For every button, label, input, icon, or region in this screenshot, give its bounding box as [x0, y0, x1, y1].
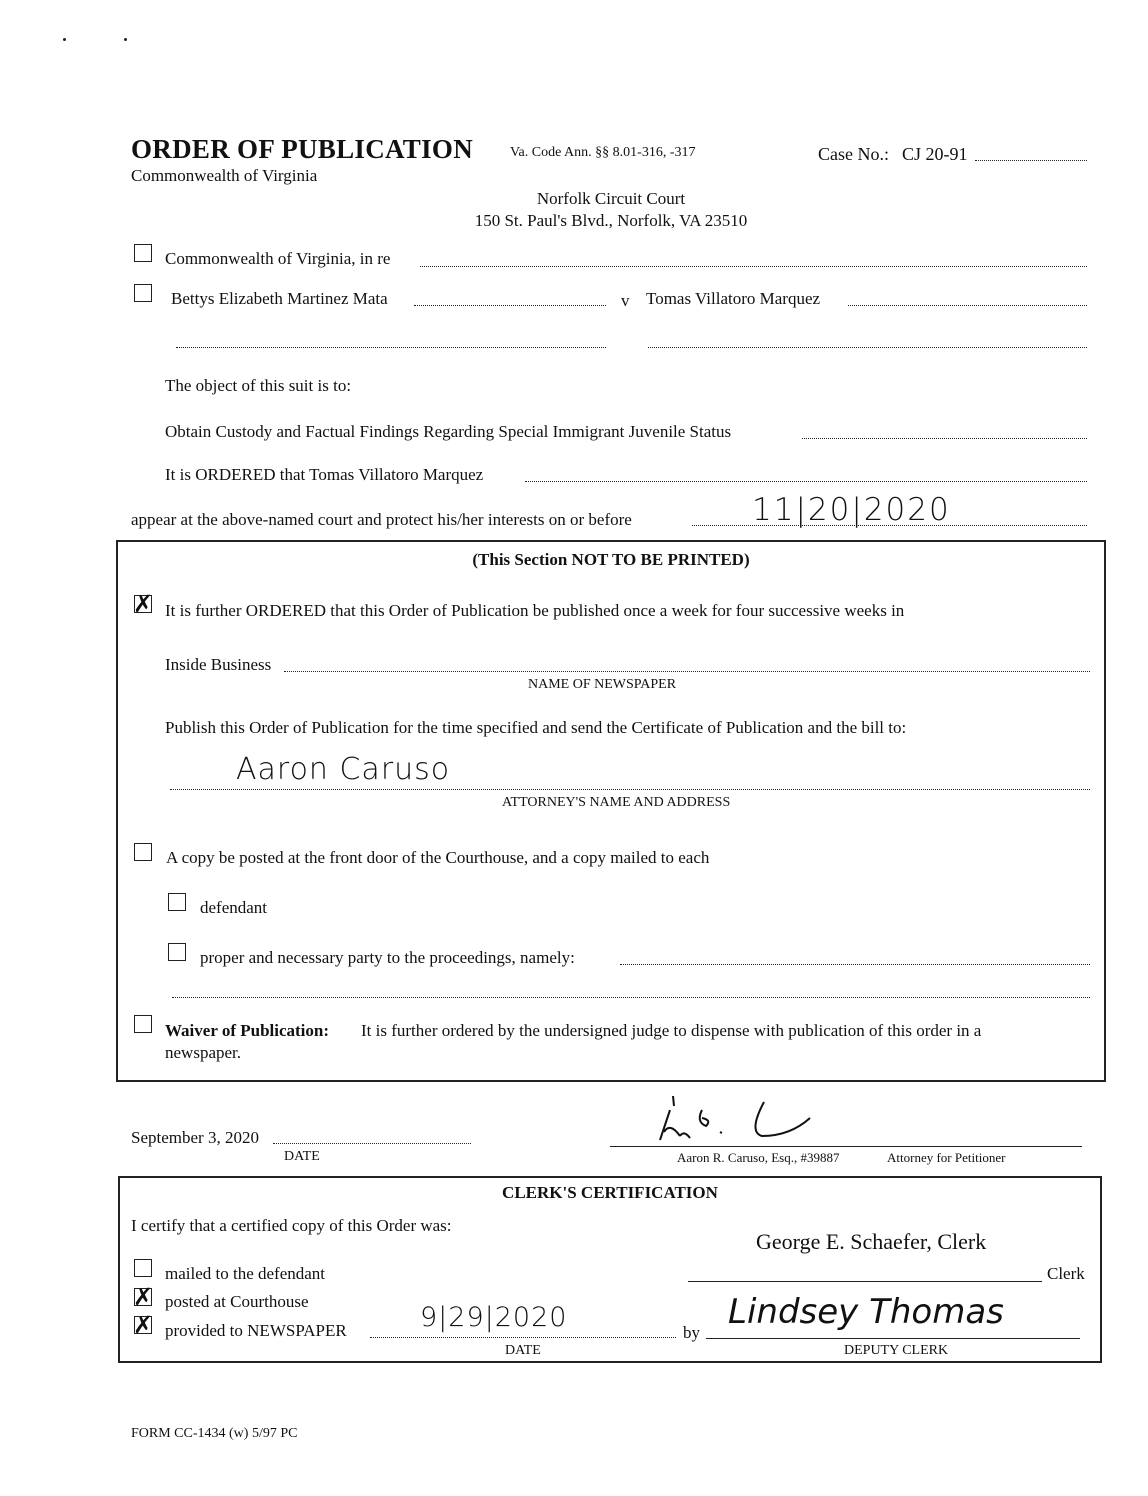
newspaper-caption: NAME OF NEWSPAPER — [528, 677, 677, 692]
checked-x-icon: ✗ — [133, 1311, 154, 1339]
scan-mark — [63, 38, 66, 41]
waiver-label: Waiver of Publication: — [165, 1021, 330, 1040]
appear-date-handwritten: 11|20|2020 — [752, 492, 951, 528]
signing-date: September 3, 2020 — [131, 1128, 259, 1147]
suit-object: Obtain Custody and Factual Findings Regarding Special Immigrant Juvenile Status — [165, 422, 732, 441]
attorney-line — [170, 789, 1090, 790]
blank-line-left — [176, 347, 606, 348]
case-number-line — [975, 160, 1087, 161]
provided-date-caption: DATE — [505, 1343, 541, 1358]
mailed-option: mailed to the defendant — [165, 1264, 326, 1283]
party-option: proper and necessary party to the proceedings, namely: — [200, 948, 575, 967]
appear-text: appear at the above-named court and protect his/her interests on or before — [131, 510, 632, 529]
party-checkbox[interactable] — [168, 943, 186, 961]
party-line — [620, 964, 1090, 965]
plaintiff-line — [414, 305, 606, 306]
posted-checkbox[interactable] — [133, 1283, 154, 1311]
defendant-name: Tomas Villatoro Marquez — [646, 289, 821, 308]
waiver-text-2: newspaper. — [165, 1043, 242, 1062]
certify-text: I certify that a certified copy of this Order was: — [131, 1216, 452, 1235]
deputy-caption: DEPUTY CLERK — [844, 1343, 949, 1358]
clerk-name-line — [688, 1281, 1042, 1282]
parties-checkbox[interactable] — [134, 284, 152, 302]
court-name: Norfolk Circuit Court — [536, 189, 686, 208]
by-label: by — [683, 1323, 700, 1342]
form-number: FORM CC-1434 (w) 5/97 PC — [131, 1426, 298, 1441]
waiver-checkbox[interactable] — [134, 1015, 152, 1033]
ordered-line — [525, 481, 1087, 482]
attorney-role: Attorney for Petitioner — [887, 1150, 1006, 1165]
blank-line-right — [648, 347, 1087, 348]
in-re-checkbox[interactable] — [134, 244, 152, 262]
in-re-label: Commonwealth of Virginia, in re — [165, 249, 391, 268]
checked-x-icon: ✗ — [133, 1283, 154, 1311]
clerk-name: George E. Schaefer, Clerk — [756, 1229, 987, 1254]
clerk-heading: CLERK'S CERTIFICATION — [502, 1183, 718, 1202]
party-line-2 — [172, 997, 1090, 998]
deputy-signature: Lindsey Thomas — [728, 1292, 1004, 1332]
ordered-text: It is ORDERED that Tomas Villatoro Marquez — [165, 465, 484, 484]
court-address: 150 St. Paul's Blvd., Norfolk, VA 23510 — [474, 211, 748, 230]
case-label: Case No.: — [818, 144, 889, 164]
suit-object-line — [802, 438, 1087, 439]
checked-x-icon: ✗ — [133, 590, 154, 618]
publish-checkbox[interactable] — [133, 590, 154, 618]
form-subtitle: Commonwealth of Virginia — [131, 166, 318, 185]
provided-date-handwritten: 9|29|2020 — [420, 1302, 568, 1333]
clerk-label: Clerk — [1047, 1264, 1085, 1283]
mailed-checkbox[interactable] — [134, 1259, 152, 1277]
attorney-signature-caption: Aaron R. Caruso, Esq., #39887 — [677, 1150, 840, 1165]
posted-copy-text: A copy be posted at the front door of the Courthouse, and a copy mailed to each — [166, 848, 710, 867]
defendant-checkbox[interactable] — [168, 893, 186, 911]
deputy-signature-line — [706, 1338, 1080, 1339]
provided-date-line — [370, 1337, 676, 1338]
not-printed-section — [116, 540, 1106, 1082]
provided-option: provided to NEWSPAPER — [165, 1321, 347, 1340]
form-title: ORDER OF PUBLICATION — [131, 134, 474, 164]
section-heading: (This Section NOT TO BE PRINTED) — [472, 550, 750, 569]
object-intro: The object of this suit is to: — [165, 376, 352, 395]
in-re-line — [420, 266, 1087, 267]
defendant-option: defendant — [200, 898, 268, 917]
signing-date-caption: DATE — [284, 1149, 320, 1164]
signing-date-line — [273, 1143, 471, 1144]
plaintiff-name: Bettys Elizabeth Martinez Mata — [171, 289, 388, 308]
defendant-line — [848, 305, 1087, 306]
scan-mark — [124, 38, 127, 41]
publish-instructions: Publish this Order of Publication for the time specified and send the Certificate of Publication and the bill to: — [165, 718, 907, 737]
further-ordered-text: It is further ORDERED that this Order of Publication be published once a week for four successive weeks in — [165, 601, 905, 620]
attorney-signature — [640, 1092, 830, 1152]
provided-checkbox[interactable] — [133, 1311, 154, 1339]
attorney-caption: ATTORNEY'S NAME AND ADDRESS — [502, 795, 731, 810]
newspaper-name: Inside Business — [165, 655, 272, 674]
newspaper-line — [284, 671, 1090, 672]
attorney-handwritten: Aaron Caruso — [236, 752, 451, 787]
statute-reference: Va. Code Ann. §§ 8.01-316, -317 — [510, 145, 696, 160]
waiver-text: It is further ordered by the undersigned judge to dispense with publication of this order in a — [361, 1021, 982, 1040]
posted-option: posted at Courthouse — [165, 1292, 309, 1311]
versus-label: v — [621, 291, 630, 310]
case-number: CJ 20-91 — [902, 144, 968, 164]
posted-copy-checkbox[interactable] — [134, 843, 152, 861]
